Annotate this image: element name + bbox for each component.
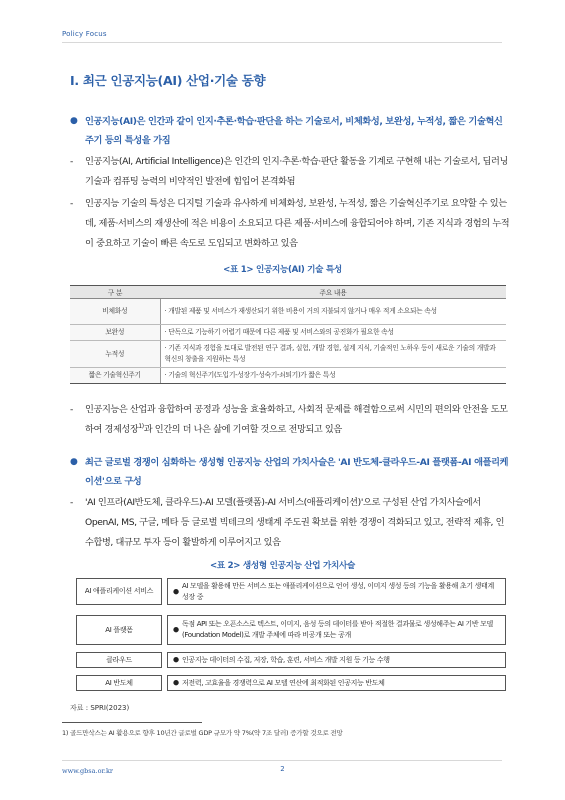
table-cell-category: 보완성 bbox=[70, 325, 160, 341]
dash-marker: - bbox=[70, 156, 73, 167]
table2-caption: <표 2> 생성형 인공지능 산업 가치사슬 bbox=[210, 561, 355, 571]
paragraph-text-part: 과 인간의 더 나은 삶에 기여할 것으로 전망되고 있음 bbox=[143, 424, 342, 435]
paragraph-3 bbox=[70, 400, 510, 440]
footnote-reference: 1) bbox=[138, 422, 144, 430]
table-header-content: 주요 내용 bbox=[160, 286, 506, 299]
characteristics-table bbox=[70, 285, 506, 384]
paragraph-text-part: 인공지능은 산업과 융합하여 공정과 성능을 효율화하고, 사회적 문제를 해결함으로써 시민의 편의와 안전을 도모하여 경제성장 bbox=[85, 404, 508, 435]
footnote: 1) 골드만삭스는 AI 활용으로 향후 10년간 글로벌 GDP 규모가 약 7%(약 7조 달러) 증가할 것으로 전망 bbox=[62, 729, 343, 737]
desc-text: AI 모델을 활용해 만든 서비스 또는 애플리케이션으로 언어 생성, 이미지 생성 등의 기능을 활용해 초기 생태계 성장 중 bbox=[182, 581, 494, 601]
page-number: 2 bbox=[280, 765, 285, 773]
footer-divider bbox=[62, 760, 502, 761]
footnote-divider bbox=[62, 722, 202, 723]
desc-text: 저전력, 고효율을 경쟁력으로 AI 모델 연산에 최적화된 인공지능 반도체 bbox=[182, 678, 385, 687]
bullet-marker: ● bbox=[70, 457, 78, 467]
bullet-marker: ● bbox=[70, 116, 78, 126]
table-cell-category: 비체화성 bbox=[70, 299, 160, 325]
value-chain-label: AI 반도체 bbox=[76, 675, 162, 691]
bullet-text: 최근 글로벌 경쟁이 심화하는 생성형 인공지능 산업의 가치사슬은 'AI 반도체-클라우드-AI 플랫폼-AI 애플리케이션'으로 구성 bbox=[85, 457, 509, 487]
bullet-text: 인공지능(AI)은 인간과 같이 인지·추론·학습·판단을 하는 기술로서, 비체화성, 보완성, 누적성, 짧은 기술혁신주기 등의 특성을 가짐 bbox=[85, 116, 503, 146]
value-chain-desc bbox=[167, 652, 506, 668]
paragraph-4 bbox=[70, 493, 510, 553]
dash-marker: - bbox=[70, 198, 73, 209]
table-row bbox=[70, 299, 506, 325]
paragraph-text: 인공지능(AI, Artificial Intelligence)은 인간의 인지·추론·학습·판단 활동을 기계로 구현해 내는 기술로서, 딥러닝 기술과 컴퓨팅 능력의 비약적인 발전에 힘입어 본격화됨 bbox=[85, 156, 508, 187]
paragraph-text: 인공지능 기술의 특성은 디지털 기술과 유사하게 비체화성, 보완성, 누적성, 짧은 기술혁신주기로 요약할 수 있는데, 제품·서비스의 재생산에 적은 비용이 소요되고 다른 제품·서비스에 융합되어야 하며, 기존 지식과 경험의 누적이 중요하고 기술이 빠른 속도로 도입되고 변화하고 있음 bbox=[85, 198, 510, 249]
table1-caption: <표 1> 인공지능(AI) 기술 특성 bbox=[223, 265, 342, 275]
table-cell-content: · 개발된 제품 및 서비스가 재생산되기 위한 비용이 거의 지불되지 않거나 매우 적게 소요되는 속성 bbox=[160, 299, 506, 325]
dash-marker: - bbox=[70, 404, 73, 415]
value-chain-desc bbox=[167, 615, 506, 645]
value-chain-desc bbox=[167, 675, 506, 691]
table-cell-content: · 단독으로 기능하기 어렵기 때문에 다른 제품 및 서비스와의 공진화가 필요한 속성 bbox=[160, 325, 506, 341]
desc-marker: ● bbox=[173, 625, 179, 634]
value-chain-label: 클라우드 bbox=[76, 652, 162, 668]
table-row bbox=[70, 325, 506, 341]
paragraph-text bbox=[70, 400, 510, 440]
table-row bbox=[70, 341, 506, 368]
desc-marker: ● bbox=[173, 587, 179, 595]
header-label: Policy Focus bbox=[62, 30, 107, 38]
section-title: Ⅰ. 최근 인공지능(AI) 산업·기술 동향 bbox=[70, 73, 266, 88]
table-row bbox=[70, 368, 506, 384]
table-cell-content: · 기존 지식과 경험을 토대로 발전된 연구 결과, 실험, 개발 경험, 설계 지식, 기술적인 노하우 등이 새로운 기술의 개발과 혁신의 창출을 지원하는 특성 bbox=[160, 341, 506, 368]
bullet-point-2 bbox=[70, 453, 510, 491]
desc-text: 인공지능 데이터의 수집, 저장, 학습, 훈련, 서비스 개발 지원 등 기능 수행 bbox=[182, 655, 390, 664]
table-cell-content: · 기술의 혁신주기(도입기-성장기-성숙기-쇠퇴기)가 짧은 특성 bbox=[160, 368, 506, 384]
table-cell-category: 짧은 기술혁신주기 bbox=[70, 368, 160, 384]
paragraph-text: 'AI 인프라(AI반도체, 클라우드)-AI 모델(플랫폼)-AI 서비스(애플리케이션)'으로 구성된 산업 가치사슬에서 OpenAI, MS, 구글, 메타 등 글로벌 빅테크의 생태계 주도권 확보를 위한 경쟁이 격화되고 있고, 전략적 제휴, 인수합병, 대규모 투자 등이 활발하게 이루어지고 있음 bbox=[85, 497, 505, 548]
paragraph-1 bbox=[70, 152, 510, 192]
value-chain-desc bbox=[167, 578, 506, 605]
source-note: 자료 : SPRI(2023) bbox=[70, 704, 130, 712]
desc-marker: ● bbox=[173, 655, 179, 664]
desc-marker: ● bbox=[173, 678, 179, 687]
dash-marker: - bbox=[70, 497, 73, 508]
table-header-category: 구 분 bbox=[70, 286, 160, 299]
paragraph-2 bbox=[70, 194, 510, 254]
table-cell-category: 누적성 bbox=[70, 341, 160, 368]
table-header-row bbox=[70, 286, 506, 299]
footer-url: www.gbsa.or.kr bbox=[62, 767, 114, 775]
bullet-point-1 bbox=[70, 112, 510, 150]
value-chain-label: AI 플랫폼 bbox=[76, 615, 162, 645]
header-divider bbox=[62, 42, 502, 43]
desc-text: 독점 API 또는 오픈소스로 텍스트, 이미지, 음성 등의 데이터를 받아 적절한 결과물로 생성해주는 AI 기반 모델(Foundation Model)로 개발 주체에 따라 비공개 또는 공개 bbox=[182, 620, 493, 639]
value-chain-label: AI 애플리케이션 서비스 bbox=[76, 578, 162, 605]
